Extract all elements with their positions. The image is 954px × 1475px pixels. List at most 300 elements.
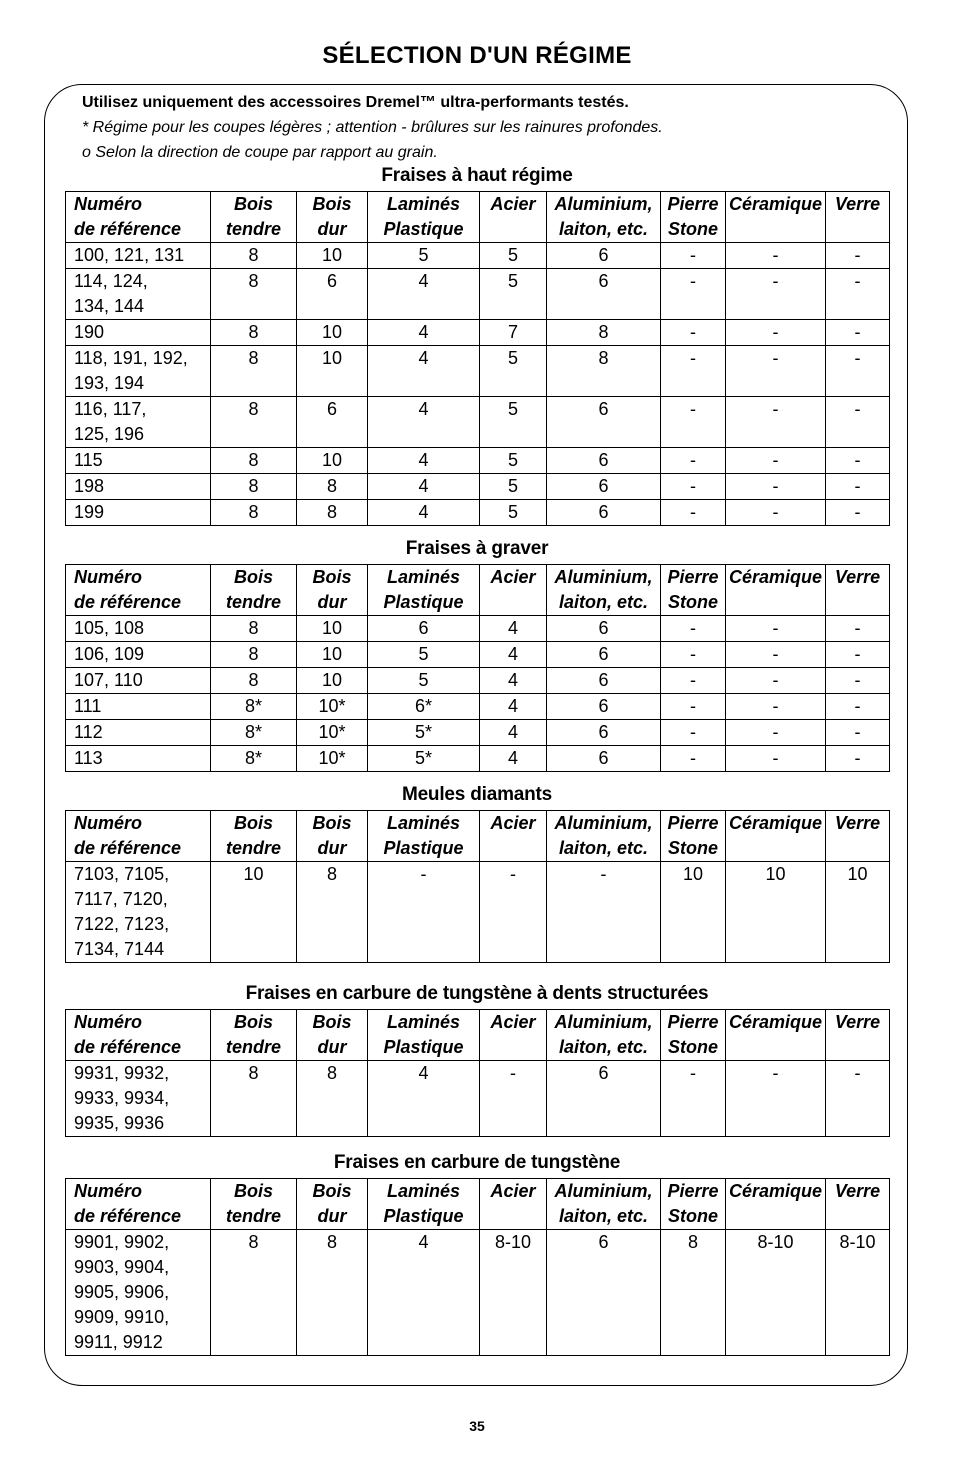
speed-cell: 8-10 <box>726 1230 826 1356</box>
column-header-line: Acier <box>490 1012 536 1032</box>
column-header-line: Plastique <box>383 592 464 612</box>
speed-cell: 10 <box>211 862 297 963</box>
column-header <box>726 192 826 243</box>
column-header-line: Verre <box>834 1181 881 1201</box>
section-title: Meules diamants <box>401 784 553 805</box>
speed-cell: 6 <box>547 269 661 320</box>
speed-cell: 5 <box>480 397 547 448</box>
page-title: SÉLECTION D'UN RÉGIME <box>322 42 632 69</box>
reference-cell: 112 <box>66 720 211 746</box>
speed-cell: 6 <box>547 616 661 642</box>
reference-cell: 113 <box>66 746 211 772</box>
column-header <box>211 811 297 862</box>
column-header-line: Plastique <box>383 1206 464 1226</box>
column-header-line: Bois <box>233 1012 273 1032</box>
column-header <box>480 811 547 862</box>
column-header <box>368 1010 480 1061</box>
table-row <box>66 243 890 269</box>
speed-cell: - <box>661 694 726 720</box>
column-header-line <box>481 836 545 861</box>
column-header <box>480 1010 547 1061</box>
speed-cell: - <box>661 346 726 397</box>
column-header-line: Céramique <box>728 813 823 833</box>
reference-cell: 118, 191, 192, 193, 194 <box>66 346 211 397</box>
reference-cell: 7103, 7105, 7117, 7120, 7122, 7123, 7134, 7144 <box>66 862 211 963</box>
column-header <box>547 192 661 243</box>
speed-cell: 5 <box>480 346 547 397</box>
header-row <box>66 565 890 616</box>
speed-cell: - <box>726 642 826 668</box>
speed-cell: - <box>661 616 726 642</box>
column-header <box>661 811 726 862</box>
section-high-speed-cutters <box>65 163 889 526</box>
column-header-line: Laminés <box>386 194 461 214</box>
column-header-line: de référence <box>74 592 182 612</box>
column-header-line: Pierre <box>667 813 719 833</box>
speed-cell: 10 <box>297 616 368 642</box>
column-header-line <box>827 590 888 615</box>
column-header-line: Stone <box>667 592 718 612</box>
speed-cell: 6 <box>547 694 661 720</box>
column-header <box>661 192 726 243</box>
column-header-line <box>481 1035 545 1060</box>
table-row <box>66 642 890 668</box>
column-header-line: Céramique <box>728 1012 823 1032</box>
column-header-line: Laminés <box>386 567 461 587</box>
speed-cell: 8* <box>211 746 297 772</box>
speed-cell: - <box>661 746 726 772</box>
speed-cell: - <box>826 320 890 346</box>
speed-cell: - <box>661 474 726 500</box>
column-header-line: Verre <box>834 1012 881 1032</box>
speed-cell: 10* <box>297 746 368 772</box>
column-header-line: Pierre <box>667 567 719 587</box>
speed-cell: 4 <box>368 500 480 526</box>
speed-cell: 5* <box>368 720 480 746</box>
speed-cell: 5 <box>368 243 480 269</box>
speed-cell: - <box>826 500 890 526</box>
table-row <box>66 694 890 720</box>
speed-cell: - <box>726 500 826 526</box>
speed-cell: 6 <box>547 1061 661 1137</box>
table-row <box>66 1061 890 1137</box>
speed-cell: 8 <box>211 642 297 668</box>
speed-cell: 10* <box>297 694 368 720</box>
column-header-line <box>727 836 824 861</box>
speed-cell: - <box>661 1061 726 1137</box>
column-header-line <box>727 1035 824 1060</box>
speed-cell: 6 <box>547 448 661 474</box>
speed-cell: 10 <box>297 320 368 346</box>
column-header-line: tendre <box>225 1206 281 1226</box>
speed-cell: 6 <box>547 500 661 526</box>
speed-cell: - <box>826 720 890 746</box>
speed-cell: - <box>661 243 726 269</box>
column-header-line: Aluminium, <box>554 1012 653 1032</box>
note-accessories: Utilisez uniquement des accessoires Dremel™ ultra-performants testés. <box>82 94 629 111</box>
speed-cell: 10* <box>297 720 368 746</box>
speed-cell: - <box>726 346 826 397</box>
column-header <box>661 1179 726 1230</box>
reference-cell: 9931, 9932, 9933, 9934, 9935, 9936 <box>66 1061 211 1137</box>
speed-cell: 6 <box>547 1230 661 1356</box>
column-header-line: Bois <box>233 567 273 587</box>
column-header <box>66 1010 211 1061</box>
column-header-line <box>481 217 545 242</box>
section-structured-carbide-cutters <box>65 981 889 1137</box>
speed-cell: 8 <box>297 500 368 526</box>
note-grain-direction: o Selon la direction de coupe par rapport au grain. <box>82 144 438 161</box>
column-header <box>661 1010 726 1061</box>
speed-cell: 8 <box>211 243 297 269</box>
column-header-line: laiton, etc. <box>558 219 648 239</box>
speed-table <box>65 810 890 963</box>
table-row <box>66 616 890 642</box>
speed-cell: 10 <box>297 668 368 694</box>
reference-cell: 199 <box>66 500 211 526</box>
reference-cell: 100, 121, 131 <box>66 243 211 269</box>
speed-cell: - <box>726 448 826 474</box>
speed-cell: - <box>826 397 890 448</box>
speed-cell: - <box>480 862 547 963</box>
speed-table <box>65 1178 890 1356</box>
table-row <box>66 474 890 500</box>
column-header <box>368 565 480 616</box>
table-row <box>66 1230 890 1356</box>
speed-cell: - <box>661 642 726 668</box>
table-row <box>66 746 890 772</box>
table-row <box>66 720 890 746</box>
table-row <box>66 397 890 448</box>
speed-cell: 4 <box>368 346 480 397</box>
column-header-line: Laminés <box>386 1012 461 1032</box>
speed-cell: - <box>726 474 826 500</box>
speed-cell: - <box>661 397 726 448</box>
column-header-line: Bois <box>233 1181 273 1201</box>
column-header-line <box>481 590 545 615</box>
reference-cell: 190 <box>66 320 211 346</box>
column-header-line: Plastique <box>383 1037 464 1057</box>
column-header <box>726 1179 826 1230</box>
column-header <box>547 1010 661 1061</box>
column-header <box>480 565 547 616</box>
speed-cell: - <box>726 320 826 346</box>
column-header-line: Bois <box>312 813 352 833</box>
table-row <box>66 862 890 963</box>
speed-cell: - <box>726 720 826 746</box>
speed-cell: 5* <box>368 746 480 772</box>
column-header-line: Acier <box>490 567 536 587</box>
speed-cell: 8 <box>661 1230 726 1356</box>
speed-cell: 5 <box>480 243 547 269</box>
speed-cell: 6 <box>297 269 368 320</box>
column-header <box>211 1010 297 1061</box>
speed-cell: 8 <box>211 269 297 320</box>
column-header <box>547 1179 661 1230</box>
column-header-line: Stone <box>667 1206 718 1226</box>
column-header-line: laiton, etc. <box>558 1037 648 1057</box>
column-header-line: dur <box>317 838 347 858</box>
speed-cell: 10 <box>297 243 368 269</box>
speed-cell: 4 <box>368 1061 480 1137</box>
column-header-line: tendre <box>225 838 281 858</box>
column-header <box>211 192 297 243</box>
column-header-line: Pierre <box>667 1012 719 1032</box>
speed-cell: - <box>826 668 890 694</box>
speed-cell: - <box>661 668 726 694</box>
speed-cell: 8 <box>211 320 297 346</box>
reference-cell: 114, 124, 134, 144 <box>66 269 211 320</box>
table-row <box>66 668 890 694</box>
table-row <box>66 269 890 320</box>
speed-cell: 6 <box>547 642 661 668</box>
speed-cell: 10 <box>297 642 368 668</box>
header-row <box>66 192 890 243</box>
speed-cell: 8 <box>211 1061 297 1137</box>
column-header-line: Aluminium, <box>554 567 653 587</box>
column-header-line: dur <box>317 1037 347 1057</box>
column-header-line: Acier <box>490 1181 536 1201</box>
speed-cell: 4 <box>368 320 480 346</box>
column-header <box>297 192 368 243</box>
speed-cell: 4 <box>368 269 480 320</box>
reference-cell: 9901, 9902, 9903, 9904, 9905, 9906, 9909, 9910, 9911, 9912 <box>66 1230 211 1356</box>
column-header-line: laiton, etc. <box>558 838 648 858</box>
speed-cell: - <box>826 694 890 720</box>
column-header <box>368 192 480 243</box>
speed-cell: 8 <box>211 500 297 526</box>
column-header-line: Bois <box>312 1012 352 1032</box>
column-header <box>826 1010 890 1061</box>
speed-cell: 6 <box>368 616 480 642</box>
column-header-line: de référence <box>74 1037 182 1057</box>
speed-cell: 6 <box>547 243 661 269</box>
speed-cell: 5 <box>480 474 547 500</box>
speed-cell: - <box>547 862 661 963</box>
speed-cell: 4 <box>480 694 547 720</box>
column-header-line: Pierre <box>667 194 719 214</box>
speed-cell: - <box>726 668 826 694</box>
speed-cell: - <box>726 616 826 642</box>
column-header-line: Bois <box>312 1181 352 1201</box>
speed-cell: 5 <box>480 500 547 526</box>
speed-cell: - <box>480 1061 547 1137</box>
reference-cell: 111 <box>66 694 211 720</box>
reference-cell: 107, 110 <box>66 668 211 694</box>
speed-cell: 8* <box>211 720 297 746</box>
column-header-line: tendre <box>225 1037 281 1057</box>
speed-cell: 4 <box>368 397 480 448</box>
column-header-line: Bois <box>233 813 273 833</box>
column-header <box>66 192 211 243</box>
reference-cell: 115 <box>66 448 211 474</box>
column-header-line <box>827 1204 888 1229</box>
column-header <box>66 565 211 616</box>
speed-table <box>65 1009 890 1137</box>
column-header <box>368 811 480 862</box>
speed-cell: - <box>826 616 890 642</box>
column-header-line: Stone <box>667 1037 718 1057</box>
speed-cell: 6 <box>547 474 661 500</box>
column-header <box>826 192 890 243</box>
column-header-line: Numéro <box>74 813 143 833</box>
speed-cell: 8 <box>297 1230 368 1356</box>
column-header <box>480 192 547 243</box>
speed-cell: - <box>826 243 890 269</box>
column-header-line: dur <box>317 592 347 612</box>
column-header <box>726 811 826 862</box>
speed-cell: - <box>826 448 890 474</box>
speed-cell: 4 <box>368 448 480 474</box>
speed-cell: 6 <box>297 397 368 448</box>
speed-cell: 8 <box>211 397 297 448</box>
speed-cell: 8-10 <box>480 1230 547 1356</box>
speed-cell: - <box>661 320 726 346</box>
table-row <box>66 320 890 346</box>
speed-cell: 8 <box>211 346 297 397</box>
section-carbide-cutters <box>65 1150 889 1356</box>
speed-cell: 5 <box>480 448 547 474</box>
column-header-line: Plastique <box>383 219 464 239</box>
column-header <box>826 811 890 862</box>
speed-cell: 5 <box>368 668 480 694</box>
speed-cell: - <box>726 243 826 269</box>
speed-cell: - <box>826 269 890 320</box>
column-header <box>826 1179 890 1230</box>
note-light-cuts: * Régime pour les coupes légères ; attention - brûlures sur les rainures profondes. <box>82 119 663 136</box>
speed-cell: - <box>726 1061 826 1137</box>
column-header-line <box>727 217 824 242</box>
column-header-line: Numéro <box>74 567 143 587</box>
column-header-line: Aluminium, <box>554 813 653 833</box>
table-row <box>66 448 890 474</box>
column-header-line: Numéro <box>74 194 143 214</box>
speed-cell: - <box>726 746 826 772</box>
column-header-line <box>727 1204 824 1229</box>
column-header-line: tendre <box>225 592 281 612</box>
speed-cell: 8 <box>297 862 368 963</box>
reference-cell: 106, 109 <box>66 642 211 668</box>
column-header <box>297 1010 368 1061</box>
column-header-line: de référence <box>74 1206 182 1226</box>
speed-cell: 7 <box>480 320 547 346</box>
speed-cell: 8 <box>211 1230 297 1356</box>
speed-cell: 4 <box>480 668 547 694</box>
column-header <box>297 565 368 616</box>
column-header <box>297 811 368 862</box>
speed-cell: 4 <box>368 474 480 500</box>
speed-cell: 8 <box>211 616 297 642</box>
speed-cell: 5 <box>368 642 480 668</box>
speed-cell: 8 <box>297 1061 368 1137</box>
speed-cell: 10 <box>297 346 368 397</box>
speed-cell: 8 <box>297 474 368 500</box>
notes-block <box>82 90 882 165</box>
column-header-line: de référence <box>74 838 182 858</box>
section-title: Fraises à haut régime <box>381 165 573 186</box>
speed-cell: 6 <box>547 668 661 694</box>
speed-cell: 8 <box>211 474 297 500</box>
speed-cell: - <box>726 397 826 448</box>
table-row <box>66 500 890 526</box>
column-header-line: Stone <box>667 219 718 239</box>
table-row <box>66 346 890 397</box>
column-header <box>826 565 890 616</box>
speed-cell: 6 <box>547 720 661 746</box>
column-header-line: Verre <box>834 813 881 833</box>
column-header <box>726 1010 826 1061</box>
column-header <box>297 1179 368 1230</box>
section-title: Fraises en carbure de tungstène à dents structurées <box>245 983 709 1004</box>
column-header <box>547 811 661 862</box>
column-header-line: laiton, etc. <box>558 1206 648 1226</box>
speed-cell: 10 <box>661 862 726 963</box>
column-header-line <box>481 1204 545 1229</box>
column-header <box>66 811 211 862</box>
speed-cell: 8-10 <box>826 1230 890 1356</box>
column-header-line: Céramique <box>728 194 823 214</box>
column-header-line <box>827 217 888 242</box>
speed-cell: 4 <box>480 642 547 668</box>
speed-cell: 8 <box>211 668 297 694</box>
column-header-line: Aluminium, <box>554 1181 653 1201</box>
column-header-line: tendre <box>225 219 281 239</box>
column-header-line: Pierre <box>667 1181 719 1201</box>
speed-cell: - <box>826 642 890 668</box>
column-header-line <box>727 590 824 615</box>
reference-cell: 198 <box>66 474 211 500</box>
column-header-line <box>827 1035 888 1060</box>
speed-cell: 4 <box>480 720 547 746</box>
section-title: Fraises en carbure de tungstène <box>333 1152 621 1173</box>
speed-cell: - <box>826 746 890 772</box>
column-header-line: Bois <box>312 194 352 214</box>
column-header-line: Bois <box>312 567 352 587</box>
column-header-line: dur <box>317 1206 347 1226</box>
column-header <box>661 565 726 616</box>
speed-cell: - <box>726 269 826 320</box>
speed-cell: 6 <box>547 746 661 772</box>
speed-cell: 10 <box>826 862 890 963</box>
column-header-line: Céramique <box>728 1181 823 1201</box>
speed-cell: - <box>726 694 826 720</box>
speed-cell: - <box>368 862 480 963</box>
column-header-line: de référence <box>74 219 182 239</box>
speed-cell: 5 <box>480 269 547 320</box>
speed-cell: - <box>661 269 726 320</box>
speed-cell: - <box>661 448 726 474</box>
speed-cell: 6* <box>368 694 480 720</box>
speed-cell: 8* <box>211 694 297 720</box>
speed-cell: 4 <box>480 746 547 772</box>
section-diamond-wheels <box>65 782 889 963</box>
speed-cell: 8 <box>211 448 297 474</box>
column-header-line: Laminés <box>386 1181 461 1201</box>
column-header-line: Aluminium, <box>554 194 653 214</box>
column-header <box>211 565 297 616</box>
column-header-line: laiton, etc. <box>558 592 648 612</box>
speed-cell: - <box>826 474 890 500</box>
speed-table <box>65 191 890 526</box>
column-header <box>66 1179 211 1230</box>
speed-cell: 8 <box>547 320 661 346</box>
speed-cell: 4 <box>368 1230 480 1356</box>
column-header-line <box>827 836 888 861</box>
speed-cell: - <box>826 1061 890 1137</box>
column-header-line: Stone <box>667 838 718 858</box>
speed-cell: 10 <box>726 862 826 963</box>
column-header-line: Verre <box>834 567 881 587</box>
